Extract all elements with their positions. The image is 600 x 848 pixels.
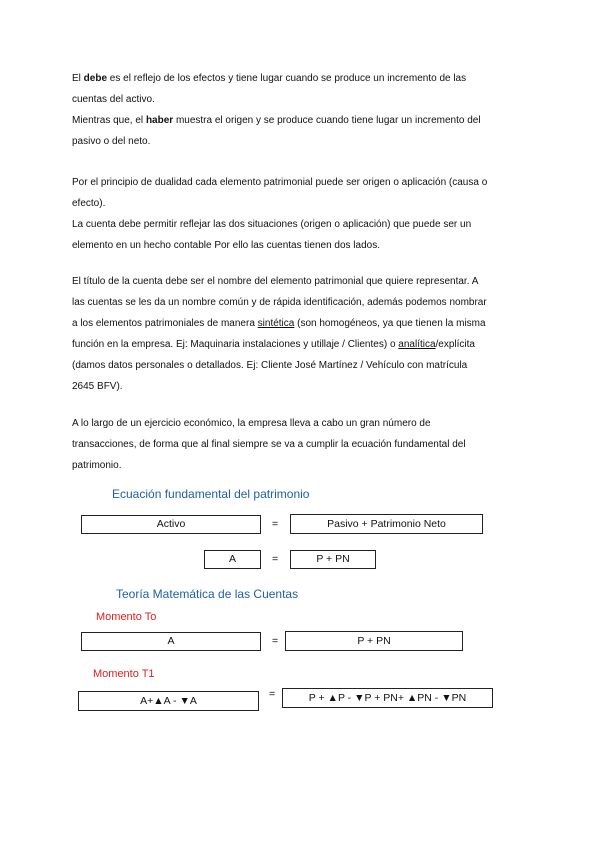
text-line: transacciones, de forma que al final siempre se va a cumplir la ecuación fundamental del <box>72 439 466 450</box>
text-line: 2645 BFV). <box>72 381 123 392</box>
heading-ecuacion-fundamental: Ecuación fundamental del patrimonio <box>112 487 310 501</box>
text-line: cuentas del activo. <box>72 94 155 105</box>
box-p-pn: P + PN <box>290 550 376 569</box>
box-a: A <box>204 550 261 569</box>
text-line: elemento en un hecho contable Por ello las cuentas tienen dos lados. <box>72 240 380 251</box>
text-line: (damos datos personales o detallados. Ej: Cliente José Martínez / Vehículo con matrícula <box>72 360 468 371</box>
label-momento-t1: Momento T1 <box>93 668 155 680</box>
equals-sign: = <box>272 518 279 530</box>
box-a-t0: A <box>81 632 261 651</box>
text-line: función en la empresa. Ej: Maquinaria instalaciones y utillaje / Clientes) o analítica/explícita <box>72 339 475 350</box>
label-momento-to: Momento To <box>96 611 157 623</box>
text-line: efecto). <box>72 198 106 209</box>
text-line: Mientras que, el haber muestra el origen y se produce cuando tiene lugar un incremento del <box>72 115 481 126</box>
paragraph-ejercicio <box>72 413 532 476</box>
equals-sign: = <box>272 635 279 647</box>
text-line: pasivo o del neto. <box>72 136 151 147</box>
paragraph-titulo-cuenta <box>72 271 532 397</box>
box-pasivo-patrimonio-neto: Pasivo + Patrimonio Neto <box>290 514 483 534</box>
equals-sign: = <box>269 688 276 700</box>
paragraph-dualidad <box>72 172 532 256</box>
box-activo: Activo <box>81 515 261 534</box>
box-p-pn-variaciones: P + ▲P - ▼P + PN+ ▲PN - ▼PN <box>282 688 493 708</box>
text-line: A lo largo de un ejercicio económico, la empresa lleva a cabo un gran número de <box>72 418 431 429</box>
paragraph-debe-haber <box>72 68 532 152</box>
box-p-pn-t0: P + PN <box>285 631 463 651</box>
box-a-variaciones: A+▲A - ▼A <box>78 691 259 711</box>
text-line: El título de la cuenta debe ser el nombre del elemento patrimonial que quiere representar. A <box>72 276 479 287</box>
equals-sign: = <box>272 553 279 565</box>
text-line: patrimonio. <box>72 460 122 471</box>
text-line: las cuentas se les da un nombre común y de rápida identificación, además podemos nombrar <box>72 297 487 308</box>
text-line: La cuenta debe permitir reflejar las dos situaciones (origen o aplicación) que puede ser un <box>72 219 472 230</box>
heading-teoria-matematica: Teoría Matemática de las Cuentas <box>116 587 299 601</box>
text-line: El debe es el reflejo de los efectos y tiene lugar cuando se produce un incremento de las <box>72 73 467 84</box>
text-line: Por el principio de dualidad cada elemento patrimonial puede ser origen o aplicación (causa o <box>72 177 488 188</box>
text-line: a los elementos patrimoniales de manera sintética (son homogéneos, ya que tienen la misma <box>72 318 486 329</box>
